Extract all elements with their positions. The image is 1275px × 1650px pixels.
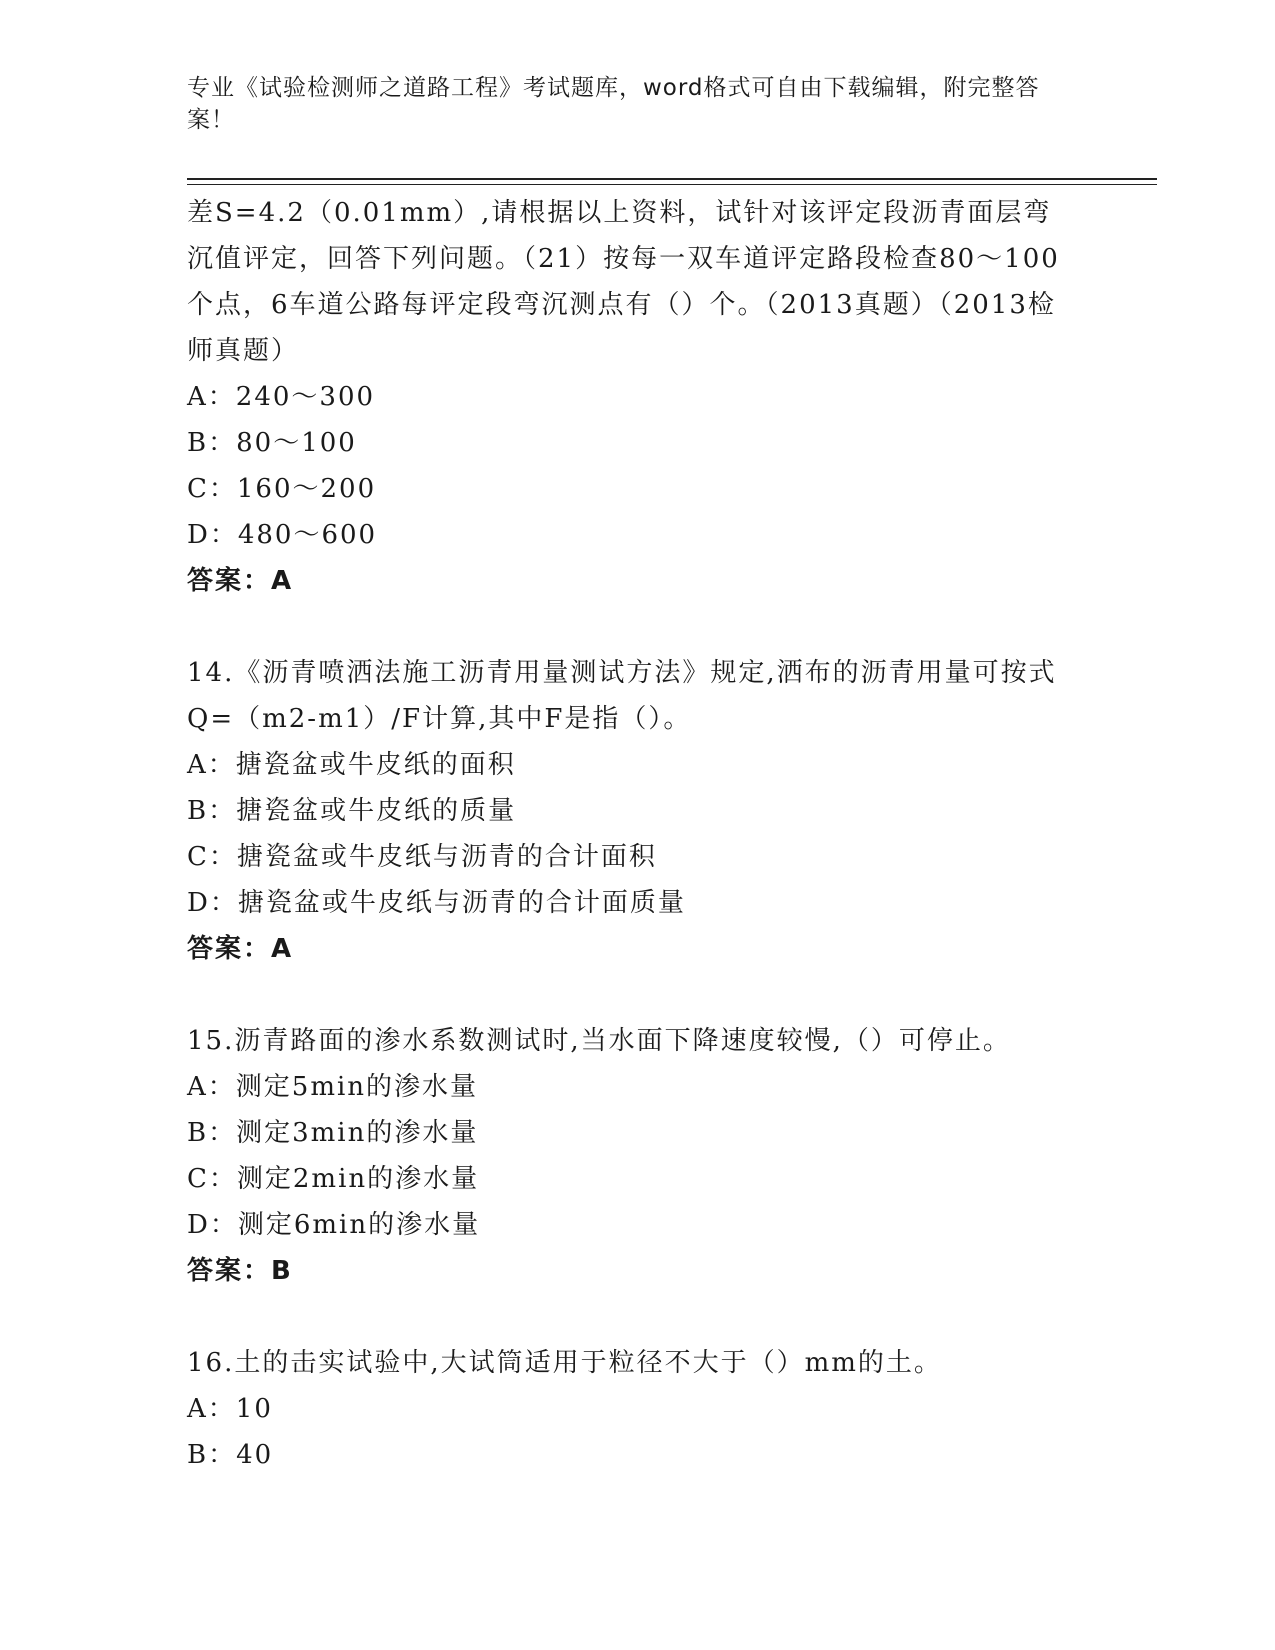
answer: 答案：A bbox=[187, 934, 294, 964]
answer: 答案：B bbox=[187, 1256, 293, 1286]
option-a: A：搪瓷盆或牛皮纸的面积 bbox=[187, 750, 516, 780]
spacer bbox=[187, 972, 1067, 1018]
option-c: C：搪瓷盆或牛皮纸与沥青的合计面积 bbox=[187, 842, 657, 872]
option-b: B：80～100 bbox=[187, 428, 357, 458]
header-title: 专业《试验检测师之道路工程》考试题库，word格式可自由下载编辑，附完整答案！ bbox=[187, 75, 1040, 133]
question-stem: 差S=4.2（0.01mm）,请根据以上资料，试针对该评定段沥青面层弯沉值评定，回答下列问题。（21）按每一双车道评定路段检查80～100个点，6车道公路每评定段弯沉测点有（）个。（2013真题）（2013检师真题） bbox=[187, 198, 1060, 366]
question-15 bbox=[187, 1018, 1067, 1294]
answer: 答案：A bbox=[187, 566, 294, 596]
option-d: D：480～600 bbox=[187, 520, 378, 550]
header-rule-thick bbox=[187, 178, 1157, 180]
option-b: B：40 bbox=[187, 1440, 274, 1470]
option-c: C：测定2min的渗水量 bbox=[187, 1164, 480, 1194]
header-rule-thin bbox=[187, 184, 1157, 185]
question-stem: 15.沥青路面的渗水系数测试时,当水面下降速度较慢,（）可停止。 bbox=[187, 1026, 1011, 1056]
option-b: B：搪瓷盆或牛皮纸的质量 bbox=[187, 796, 517, 826]
option-d: D：测定6min的渗水量 bbox=[187, 1210, 481, 1240]
option-a: A：10 bbox=[187, 1394, 273, 1424]
question-list bbox=[187, 190, 1067, 1478]
question-stem: 16.土的击实试验中,大试筒适用于粒径不大于（）mm的土。 bbox=[187, 1348, 942, 1378]
option-c: C：160～200 bbox=[187, 474, 377, 504]
question-16 bbox=[187, 1340, 1067, 1478]
spacer bbox=[187, 1294, 1067, 1340]
question-stem: 14.《沥青喷洒法施工沥青用量测试方法》规定,洒布的沥青用量可按式Q=（m2-m1）/F计算,其中F是指（）。 bbox=[187, 658, 1057, 734]
question-14 bbox=[187, 650, 1067, 972]
option-d: D：搪瓷盆或牛皮纸与沥青的合计面质量 bbox=[187, 888, 686, 918]
document-header bbox=[187, 72, 1067, 136]
option-b: B：测定3min的渗水量 bbox=[187, 1118, 479, 1148]
option-a: A：测定5min的渗水量 bbox=[187, 1072, 479, 1102]
question-13 bbox=[187, 190, 1067, 604]
option-a: A：240～300 bbox=[187, 382, 376, 412]
spacer bbox=[187, 604, 1067, 650]
